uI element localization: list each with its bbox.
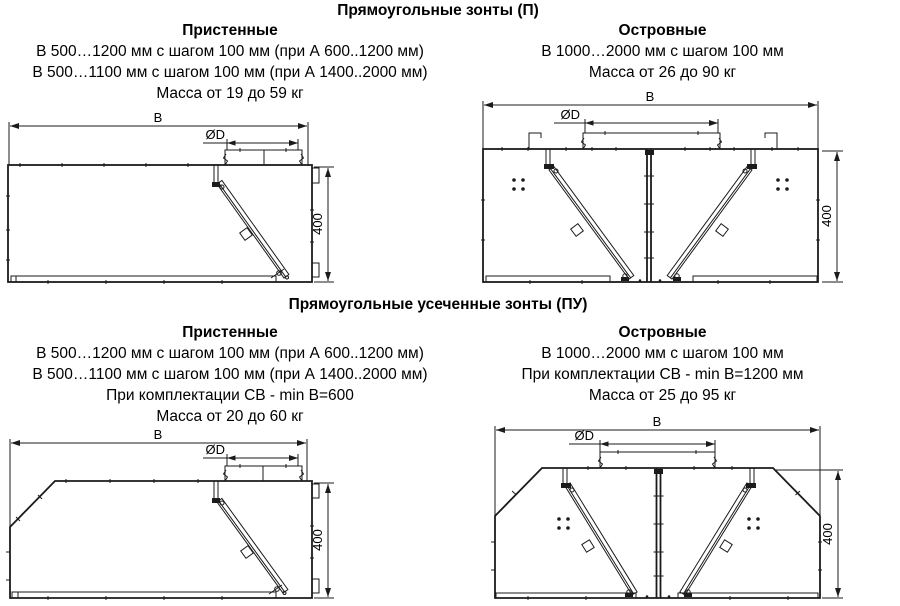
dimension-width [9, 110, 308, 165]
spec-line: В 500…1200 мм с шагом 100 мм (при А 600..1200 мм) [36, 345, 424, 362]
column-heading: Пристенные [182, 22, 278, 39]
filter-handle [241, 546, 254, 559]
grease-filter-left [561, 468, 637, 597]
duct-collar [224, 150, 304, 165]
filter-handle [720, 540, 732, 552]
filter-handle [716, 224, 729, 237]
duct-collar [599, 452, 717, 468]
grease-filter [212, 165, 289, 279]
dim-label-width: В [645, 89, 655, 104]
mounting-hooks [529, 133, 777, 149]
fastener-ticks [6, 148, 314, 284]
dimension-diameter [203, 127, 298, 150]
column-heading: Островные [618, 22, 707, 39]
spec-line: В 500…1200 мм с шагом 100 мм (при А 600..1200 мм) [36, 43, 424, 60]
drawing-island-truncated-hood [470, 412, 862, 606]
spec-line: Масса от 25 до 95 кг [588, 387, 737, 404]
drawing-wall-truncated-hood [0, 418, 345, 606]
dim-label-diameter: ØD [205, 127, 225, 142]
filter-handle [571, 224, 584, 237]
spec-line: Масса от 20 до 60 кг [156, 408, 304, 425]
dim-label-height: 400 [310, 213, 325, 235]
drawing-wall-rect-hood [0, 108, 345, 288]
spec-line: В 1000…2000 мм с шагом 100 мм [541, 43, 784, 60]
column-wall-mounted-p [2, 20, 458, 104]
hood-body [10, 481, 319, 598]
spec-line: В 500…1100 мм с шагом 100 мм (при А 1400..2000 мм) [32, 64, 428, 81]
hood-body [483, 149, 818, 282]
hood-body [495, 468, 820, 598]
section-title-rect-hoods: Прямоугольные зонты (П) [337, 2, 539, 19]
dim-label-height: 400 [819, 205, 834, 227]
spec-line: Масса от 26 до 90 кг [588, 64, 737, 81]
dimension-height [310, 483, 334, 598]
dim-label-width: В [652, 414, 662, 429]
dimension-diameter [569, 428, 715, 452]
dim-label-height: 400 [310, 529, 325, 551]
spec-line: При комплектации СВ - min В=1200 мм [521, 366, 804, 383]
center-divider [657, 468, 661, 598]
column-heading: Пристенные [182, 324, 278, 341]
filter-handle [240, 228, 253, 241]
dim-label-width: В [153, 110, 163, 125]
dim-label-diameter: ØD [560, 107, 580, 122]
dimension-diameter [203, 442, 298, 466]
dim-label-width: В [153, 427, 163, 442]
dimension-height [819, 151, 843, 282]
grease-filter-right [680, 468, 756, 597]
spec-line: В 500…1100 мм с шагом 100 мм (при А 1400..2000 мм) [32, 366, 428, 383]
duct-collar [582, 133, 722, 149]
spec-line: Масса от 19 до 59 кг [156, 85, 304, 102]
center-divider [647, 149, 651, 282]
dim-label-diameter: ØD [205, 442, 225, 457]
grease-filter [212, 481, 288, 595]
section-title-truncated-hoods: Прямоугольные усеченные зонты (ПУ) [288, 296, 588, 313]
grease-filter-left [544, 149, 634, 281]
filter-handle [582, 540, 594, 552]
dimension-height [775, 470, 843, 598]
dimension-width [10, 427, 307, 527]
spec-line: В 1000…2000 мм с шагом 100 мм [541, 345, 784, 362]
dimension-width [495, 414, 820, 516]
hood-body [8, 165, 319, 282]
column-island-p [460, 20, 865, 83]
dimension-diameter [554, 107, 718, 133]
drawing-island-rect-hood [470, 88, 862, 295]
dimension-height [310, 167, 334, 282]
spec-line: При комплектации СВ - min В=600 [106, 387, 354, 404]
duct-collar [224, 466, 304, 481]
dimension-width [483, 89, 818, 149]
dim-label-diameter: ØD [574, 428, 594, 443]
column-island-pu [460, 322, 865, 406]
column-wall-mounted-pu [2, 322, 458, 427]
dim-label-height: 400 [820, 523, 835, 545]
grease-filter-right [667, 149, 757, 281]
column-heading: Островные [618, 324, 707, 341]
